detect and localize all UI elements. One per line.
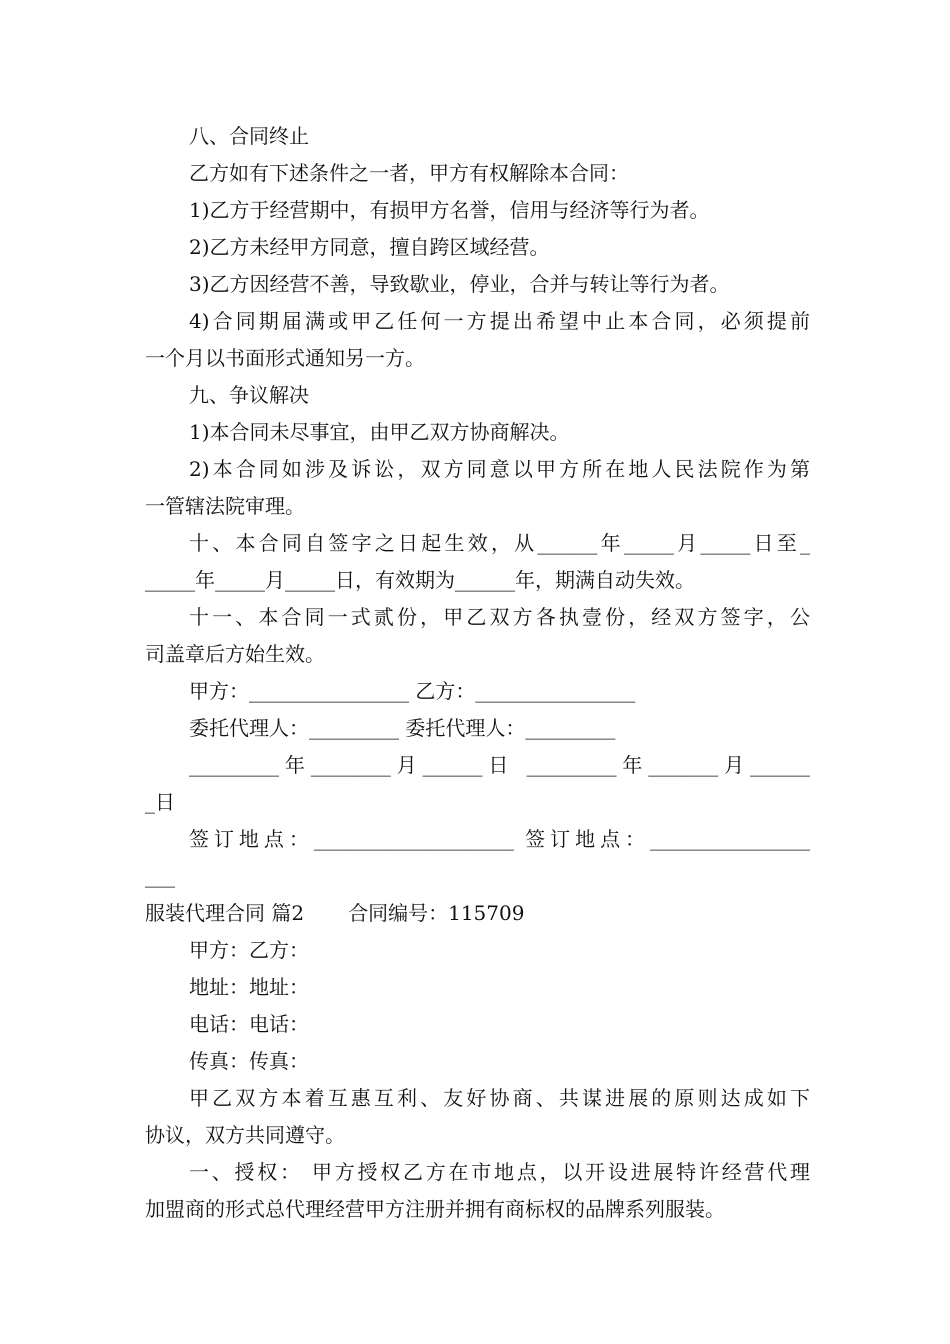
text-line: 委托代理人：_________ 委托代理人：_________	[189, 716, 616, 740]
text-line: 一个月以书面形式通知另一方。	[145, 346, 425, 370]
text-line: 3)乙方因经营不善，导致歇业，停业，合并与转让等行为者。	[189, 272, 730, 296]
text-line: 一、授权： 甲方授权乙方在市地点，以开设进展特许经营代理	[189, 1160, 810, 1184]
text-line: ___	[145, 864, 175, 888]
text-line: 1)本合同未尽事宜，由甲乙双方协商解决。	[189, 420, 570, 444]
text-line: 十、本合同自签字之日起生效，从______年_____月_____日至_	[189, 531, 810, 555]
text-line: 传真：传真：	[189, 1049, 309, 1073]
text-line: 甲乙双方本着互惠互利、友好协商、共谋进展的原则达成如下	[189, 1086, 810, 1110]
text-line: 九、争议解决	[189, 383, 309, 407]
contract-section-terms	[145, 118, 810, 895]
contract-heading	[145, 895, 810, 932]
text-line: 电话：电话：	[189, 1012, 309, 1036]
text-line: _日	[145, 790, 175, 814]
text-line: 地址：地址：	[189, 975, 309, 999]
contract-section-second	[145, 932, 810, 1228]
text-line: 4)合同期届满或甲乙任何一方提出希望中止本合同，必须提前	[189, 309, 810, 333]
text-line: 加盟商的形式总代理经营甲方注册并拥有商标权的品牌系列服装。	[145, 1197, 725, 1221]
document-body	[145, 118, 810, 1228]
text-line: 甲方：________________ 乙方：________________	[189, 679, 636, 703]
text-line: 甲方：乙方：	[189, 938, 309, 962]
text-line: _________年________月______日 _________年_______月______	[189, 753, 810, 777]
text-line: 乙方如有下述条件之一者，甲方有权解除本合同：	[189, 161, 629, 185]
text-line: 司盖章后方始生效。	[145, 642, 325, 666]
contract-number: 合同编号：115709	[348, 901, 525, 925]
text-line: 2)本合同如涉及诉讼，双方同意以甲方所在地人民法院作为第	[189, 457, 810, 481]
contract-title: 服装代理合同 篇2	[145, 901, 305, 925]
text-line: 2)乙方未经甲方同意，擅自跨区域经营。	[189, 235, 550, 259]
text-line: 签订地点：____________________ 签订地点：________________	[189, 827, 810, 851]
text-line: 八、合同终止	[189, 124, 309, 148]
text-line: 1)乙方于经营期中，有损甲方名誉，信用与经济等行为者。	[189, 198, 710, 222]
text-line: 协议，双方共同遵守。	[145, 1123, 345, 1147]
text-line: _____年_____月_____日，有效期为______年，期满自动失效。	[145, 568, 695, 592]
text-line: 十一、本合同一式贰份，甲乙双方各执壹份，经双方签字，公	[189, 605, 810, 629]
text-line: 一管辖法院审理。	[145, 494, 305, 518]
